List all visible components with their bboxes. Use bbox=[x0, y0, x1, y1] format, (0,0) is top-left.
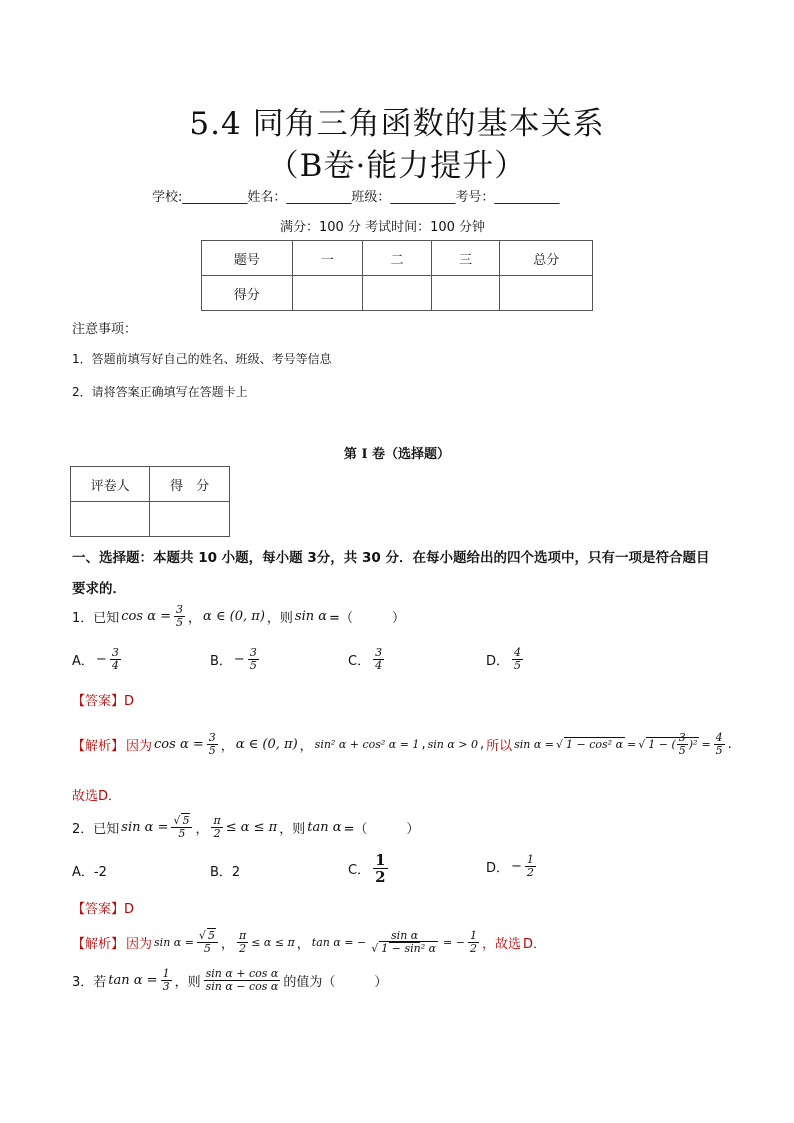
part-heading-cont: 要求的． bbox=[72, 581, 126, 597]
option-label: C． bbox=[348, 654, 371, 669]
score-cell bbox=[150, 502, 230, 537]
score-header: 得 分 bbox=[150, 467, 230, 502]
analysis-tag: 【解析】 bbox=[72, 937, 125, 952]
q1-option-b: B． − $\frac{3}{5}$ bbox=[210, 646, 257, 672]
answer-value: D bbox=[124, 694, 135, 709]
q2-then: ，则 bbox=[279, 822, 306, 837]
conclude-text: ，故选 bbox=[481, 937, 521, 952]
score-cell bbox=[363, 276, 432, 311]
student-info-line: 学校:__________姓名：__________班级：__________考号：__________ bbox=[152, 190, 560, 205]
question-1: 1．已知 cos α = $\frac{3}{5}$ ， α ∈ (0, π) ，则 sin α =（ ） bbox=[72, 603, 405, 629]
page-title: 5.4 同角三角函数的基本关系 bbox=[189, 106, 605, 142]
grader-table bbox=[70, 466, 230, 537]
q1-answer bbox=[72, 690, 134, 709]
answer-tag: 【答案】 bbox=[72, 694, 125, 709]
notes-heading: 注意事项： bbox=[72, 322, 138, 337]
q1-option-c: C． $\frac{3}{4}$ bbox=[348, 646, 383, 672]
score-cell bbox=[292, 276, 363, 311]
grader-cell bbox=[71, 502, 150, 537]
analysis-so: 所以 bbox=[486, 739, 513, 754]
score-row-label: 得分 bbox=[202, 276, 293, 311]
analysis-text: 因为 bbox=[126, 739, 153, 754]
exam-meta-line: 满分：100 分 考试时间：100 分钟 bbox=[280, 220, 486, 235]
option-label: D． bbox=[486, 861, 510, 876]
question-3: 3．若 tan α = $\frac{1}{3}$ ，则 $\frac{\text{sin α + cos α}}{\text{sin α − cos α}}$ 的值为（ ） bbox=[72, 967, 388, 993]
option-label: A． bbox=[72, 654, 94, 669]
q1-then: ，则 bbox=[266, 611, 293, 626]
q2-answer bbox=[72, 898, 134, 917]
part-heading: 一、选择题：本题共 10 小题，每小题 3分，共 30 分．在每小题给出的四个选项中，只有一项是符合题目 bbox=[72, 550, 710, 566]
note-item: 1．答题前填写好自己的姓名、班级、考号等信息 bbox=[72, 352, 332, 366]
score-cell bbox=[500, 276, 593, 311]
score-header-cell: 总分 bbox=[500, 241, 593, 276]
q2-option-b: B．2 bbox=[210, 865, 241, 880]
q2-option-c: C． $\frac{1}{2}$ bbox=[348, 851, 386, 886]
conclude-letter: D． bbox=[98, 789, 122, 804]
q1-conclusion bbox=[72, 785, 121, 804]
option-label: D． bbox=[486, 654, 510, 669]
q2-option-a: A．-2 bbox=[72, 865, 107, 880]
q3-prefix: 3．若 bbox=[72, 975, 107, 990]
answer-value: D bbox=[124, 902, 135, 917]
note-item: 2．请将答案正确填写在答题卡上 bbox=[72, 385, 248, 399]
q2-paren: =（ ） bbox=[343, 822, 420, 837]
option-label: C． bbox=[348, 863, 371, 878]
q1-prefix: 1．已知 bbox=[72, 611, 120, 626]
analysis-text: 因为 bbox=[126, 937, 153, 952]
page-subtitle: （B卷·能力提升） bbox=[267, 148, 527, 184]
score-header-cell: 二 bbox=[363, 241, 432, 276]
conclude-text: 故选 bbox=[72, 789, 99, 804]
score-header-cell: 题号 bbox=[202, 241, 293, 276]
q1-analysis: 【解析】 因为 cos α = $\frac{3}{5}$ ， α ∈ (0, π) ， sin² α + cos² α = 1 , sin α > 0 , 所以 sin α = √ 1 − cos² α = √ 1 − ( $\frac{3}{5}$ )² = $\frac{4}{5}$ . bbox=[72, 732, 732, 757]
score-cell bbox=[431, 276, 500, 311]
q2-analysis: 【解析】 因为 sin α = √ $\frac{5}{5}$ ， $\frac{\pi}{2}$ ≤ α ≤ π ， tan α = − sin α √ 1 − sin² α = − $\frac{1}{2}$ ，故选 D． bbox=[72, 930, 546, 955]
score-header-cell: 三 bbox=[431, 241, 500, 276]
score-header-cell: 一 bbox=[292, 241, 363, 276]
score-table bbox=[201, 240, 593, 311]
q1-paren: =（ ） bbox=[329, 611, 405, 626]
q2-prefix: 2．已知 bbox=[72, 822, 120, 837]
option-label: B． bbox=[210, 654, 232, 669]
q3-then: ，则 bbox=[174, 975, 201, 990]
q3-tail: 的值为（ ） bbox=[283, 975, 388, 990]
q1-option-d: D． $\frac{4}{5}$ bbox=[486, 646, 522, 672]
q2-option-d: D． − $\frac{1}{2}$ bbox=[486, 853, 534, 879]
conclude-letter: D． bbox=[522, 937, 546, 952]
analysis-tag: 【解析】 bbox=[72, 739, 125, 754]
question-2: 2．已知 sin α = √ $\frac{5}{5}$ ， $\frac{\pi}{2}$ ≤ α ≤ π ，则 tan α =（ ） bbox=[72, 815, 419, 840]
q1-option-a: A． − $\frac{3}{4}$ bbox=[72, 646, 119, 672]
grader-header: 评卷人 bbox=[71, 467, 150, 502]
section-title: 第 I 卷（选择题） bbox=[343, 447, 451, 462]
answer-tag: 【答案】 bbox=[72, 902, 125, 917]
